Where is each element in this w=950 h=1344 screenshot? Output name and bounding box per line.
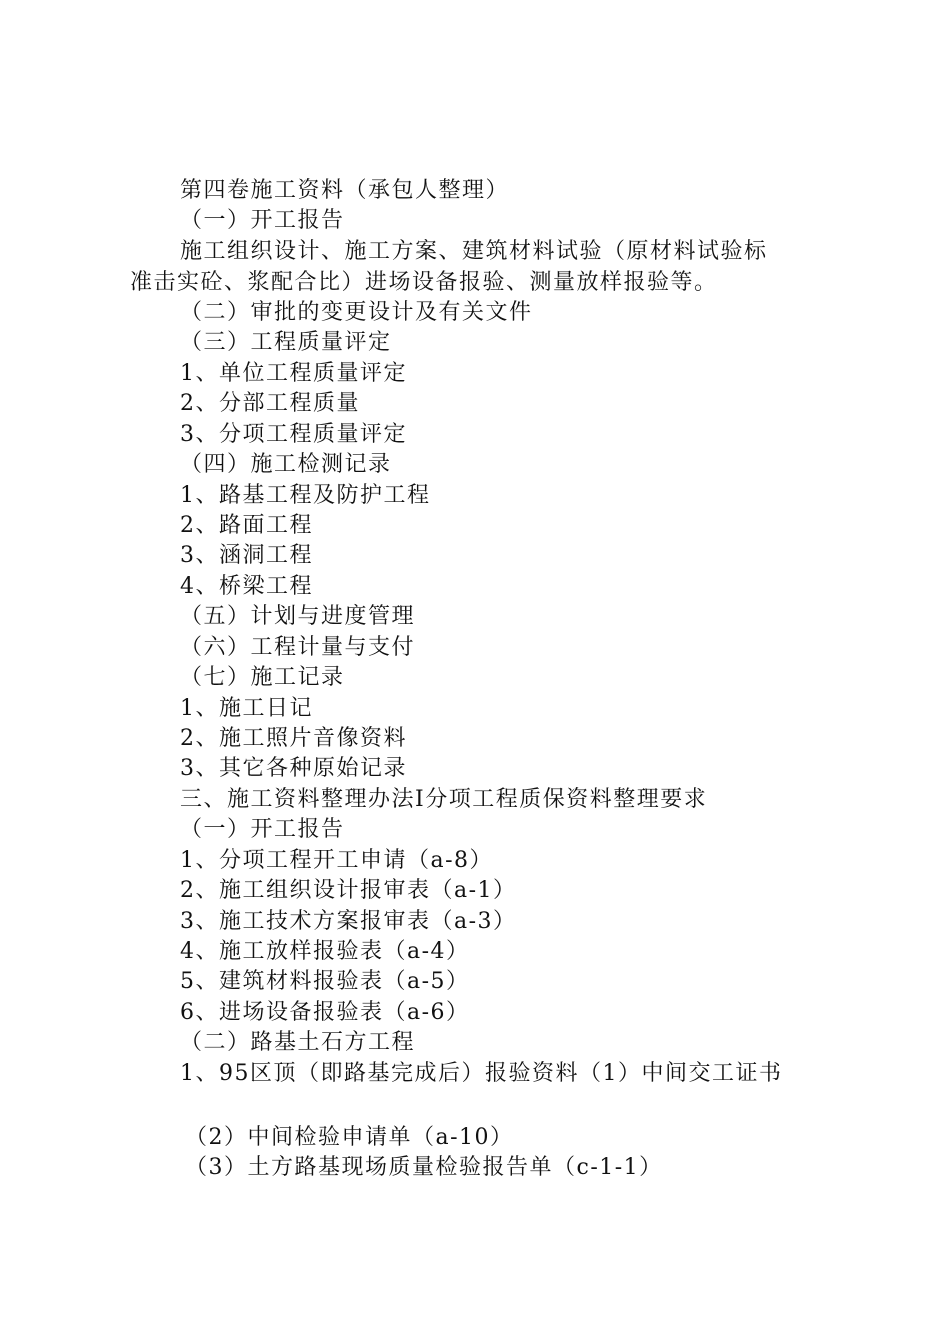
- section-heading: （一）开工报告: [180, 208, 345, 233]
- section-heading: （二）审批的变更设计及有关文件: [180, 300, 533, 325]
- sub-list-item: （2）中间检验申请单（a-10）: [185, 1125, 514, 1150]
- volume-title: 第四卷施工资料（承包人整理）: [180, 178, 510, 203]
- sub-list-item: （3）土方路基现场质量检验报告单（c-1-1）: [185, 1155, 663, 1180]
- list-item: 1、单位工程质量评定: [180, 361, 407, 386]
- list-item: 2、施工组织设计报审表（a-1）: [180, 878, 517, 903]
- section-heading: （五）计划与进度管理: [180, 604, 416, 629]
- list-item: 2、路面工程: [180, 513, 313, 538]
- list-item: 1、路基工程及防护工程: [180, 483, 431, 508]
- list-item: 3、分项工程质量评定: [180, 422, 407, 447]
- list-item: 3、涵洞工程: [180, 543, 313, 568]
- list-item: 2、分部工程质量: [180, 391, 360, 416]
- paragraph-line: 准击实砼、浆配合比）进场设备报验、测量放样报验等。: [130, 270, 718, 295]
- section-heading: （四）施工检测记录: [180, 452, 392, 477]
- section-heading: （七）施工记录: [180, 665, 345, 690]
- list-item: 4、桥梁工程: [180, 574, 313, 599]
- section-heading: （三）工程质量评定: [180, 330, 392, 355]
- list-item: 3、其它各种原始记录: [180, 756, 407, 781]
- section-heading: （六）工程计量与支付: [180, 635, 416, 660]
- list-item: 3、施工技术方案报审表（a-3）: [180, 909, 517, 934]
- list-item: 6、进场设备报验表（a-6）: [180, 1000, 470, 1025]
- list-item: 5、建筑材料报验表（a-5）: [180, 969, 470, 994]
- list-item: 2、施工照片音像资料: [180, 726, 407, 751]
- list-item: 1、施工日记: [180, 696, 313, 721]
- paragraph-line: 施工组织设计、施工方案、建筑材料试验（原材料试验标: [180, 239, 768, 264]
- list-item: 4、施工放样报验表（a-4）: [180, 939, 470, 964]
- section-heading: （一）开工报告: [180, 817, 345, 842]
- list-item: 1、分项工程开工申请（a-8）: [180, 848, 494, 873]
- list-item: 1、95区顶（即路基完成后）报验资料（1）中间交工证书: [180, 1061, 783, 1086]
- chapter-heading: 三、施工资料整理办法Ⅰ分项工程质保资料整理要求: [180, 787, 708, 812]
- section-heading: （二）路基土石方工程: [180, 1030, 416, 1055]
